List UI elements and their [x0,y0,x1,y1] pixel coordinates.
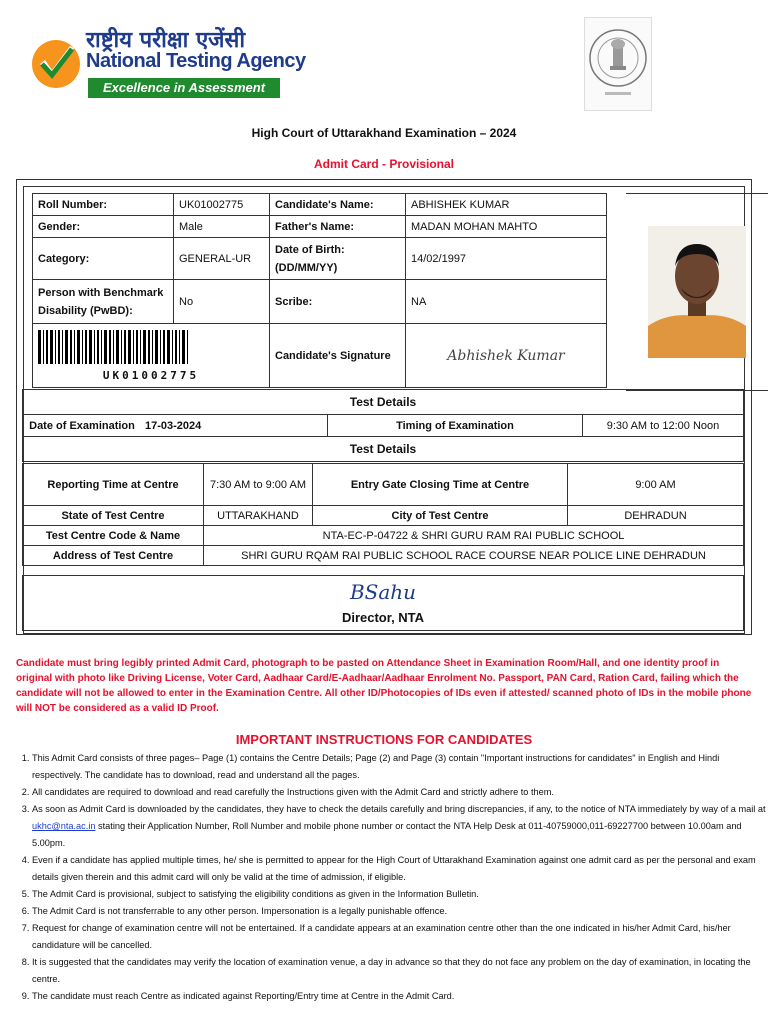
instructions-title: IMPORTANT INSTRUCTIONS FOR CANDIDATES [235,732,533,747]
exam-date-value: 17-03-2024 [141,415,328,437]
header [0,0,768,120]
reporting-time-label: Reporting Time at Centre [23,464,204,506]
category-value: GENERAL-UR [174,238,270,280]
roll-number-value: UK01002775 [174,194,270,216]
gate-closing-label: Entry Gate Closing Time at Centre [313,464,568,506]
barcode-text: UK01002775 [102,368,200,382]
state-label: State of Test Centre [23,506,204,526]
exam-title: High Court of Uttarakhand Examination – 2024 [251,126,517,140]
candidate-details-table [32,193,607,388]
father-name-value: MADAN MOHAN MAHTO [406,216,607,238]
dob-label: Date of Birth: (DD/MM/YY) [270,238,406,280]
logo-english-text: National Testing Agency [86,50,306,72]
instruction-item: 6. The Admit Card is not transferrable to any other person. Impersonation is a legally punishable offence. [32,903,768,920]
instruction-text: As soon as Admit Card is downloaded by the candidates, they have to check the details carefully and bring discrepancies, if any, to the notice of NTA immediately by way of a mail at [32,804,766,814]
instructions-list [16,750,768,1005]
photo-cell [626,193,768,391]
instruction-item: 2. All candidates are required to download and read carefully the Instructions given with the Admit Card and strictly adhere to them. [32,784,768,801]
candidate-signature-text: Abhishek Kumar [447,347,565,364]
candidate-photo-icon [648,226,746,358]
category-label: Category: [33,238,174,280]
instruction-item [32,801,768,852]
scribe-label: Scribe: [270,280,406,324]
exam-date-label: Date of Examination [23,415,142,437]
director-signature: BSahu [349,580,417,604]
reporting-time-value: 7:30 AM to 9:00 AM [204,464,313,506]
barcode-cell [33,324,270,388]
test-details-table [22,389,744,462]
candidate-name-value: ABHISHEK KUMAR [406,194,607,216]
instruction-item: 4. Even if a candidate has applied multiple times, he/ she is permitted to appear for the High Court of Uttarakhand Examination against one admit card as per the personal and exam details given therein and this admit card will only be valid at the time of admission, if eligible. [32,852,768,886]
scribe-value: NA [406,280,607,324]
roll-number-label: Roll Number: [33,194,174,216]
centre-code-label: Test Centre Code & Name [23,526,204,546]
instruction-item: 5. The Admit Card is provisional, subject to satisfying the eligibility conditions as given in the Information Bulletin. [32,886,768,903]
instruction-item: 1. This Admit Card consists of three pages– Page (1) contains the Centre Details; Page (2) and Page (3) contain "Important instructions for candidates" in English and Hindi respectively. The candidate has to download, read and understand all the pages. [32,750,768,784]
candidate-name-label: Candidate's Name: [270,194,406,216]
exam-timing-value: 9:30 AM to 12:00 Noon [583,415,744,437]
high-court-emblem [584,17,652,111]
gate-closing-value: 9:00 AM [568,464,744,506]
admit-card-subtitle: Admit Card - Provisional [313,157,455,171]
nta-logo [30,22,306,102]
logo-hindi-text: राष्ट्रीय परीक्षा एजेंसी [86,28,246,53]
logo-tagline: Excellence in Assessment [88,78,280,98]
centre-code-value: NTA-EC-P-04722 & SHRI GURU RAM RAI PUBLIC SCHOOL [204,526,744,546]
instruction-item: 7. Request for change of examination centre will not be entertained. If a candidate appears at an examination centre other than the one indicated in his/her Admit Card, his/her candidature will be cancelled. [32,920,768,954]
director-label: Director, NTA [341,610,425,625]
candidate-photo [648,226,746,358]
centre-address-value: SHRI GURU RQAM RAI PUBLIC SCHOOL RACE COURSE NEAR POLICE LINE DEHRADUN [204,546,744,566]
support-email-link[interactable]: ukhc@nta.ac.in [32,821,96,831]
emblem-seal-icon [585,18,651,110]
candidate-signature [406,324,607,388]
exam-timing-label: Timing of Examination [328,415,583,437]
instruction-item: 9. The candidate must reach Centre as indicated against Reporting/Entry time at Centre in the Admit Card. [32,988,768,1005]
test-details-heading-1: Test Details [23,390,744,415]
director-signature-box [22,575,744,631]
city-label: City of Test Centre [313,506,568,526]
father-name-label: Father's Name: [270,216,406,238]
city-value: DEHRADUN [568,506,744,526]
id-proof-warning: Candidate must bring legibly printed Admit Card, photograph to be pasted on Attendance Sheet in Examination Room/Hall, and one identity proof in original with photo like Driving License, Voter Card, Aadhaar Card/E-Aadhaar/Aadhaar Enrolment No. Passport, PAN Card, Ration Card, failing which the candidate will not be allowed to enter in the Examination Centre. All other ID/Photocopies of IDs even if attested/ scanned photo of IDs in the mobile phone will NOT be considered as a valid ID Proof. [16,658,752,714]
state-value: UTTARAKHAND [204,506,313,526]
signature-label: Candidate's Signature [270,324,406,388]
centre-details-table [22,463,744,566]
gender-value: Male [174,216,270,238]
test-details-heading-2: Test Details [23,437,744,462]
centre-address-label: Address of Test Centre [23,546,204,566]
gender-label: Gender: [33,216,174,238]
barcode-icon [38,330,188,364]
pwbd-value: No [174,280,270,324]
pwbd-label: Person with Benchmark Disability (PwBD): [33,280,174,324]
instruction-item: 8. It is suggested that the candidates may verify the location of examination venue, a day in advance so that they do not face any problem on the day of examination, in locating the centre. [32,954,768,988]
nta-check-logo-icon [30,38,82,90]
instruction-text: stating their Application Number, Roll Number and mobile phone number or contact the NTA Help Desk at 011-40759000,011-69227700 between 10.00am and 5.00pm. [32,821,742,848]
dob-value: 14/02/1997 [406,238,607,280]
